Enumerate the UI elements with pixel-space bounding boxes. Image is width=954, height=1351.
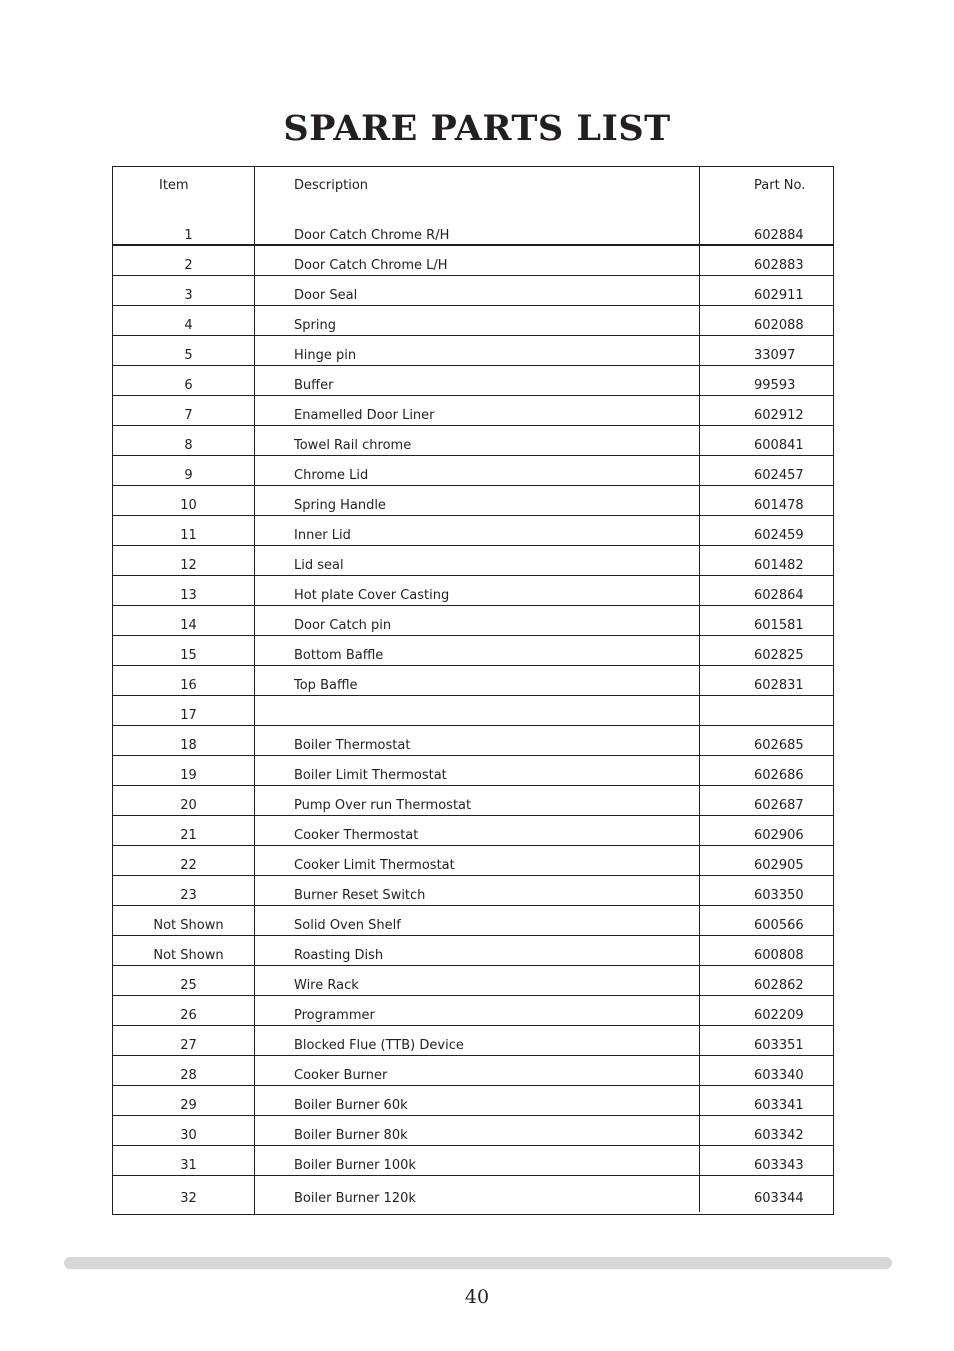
row-description-cell: Programmer [294, 1008, 375, 1023]
row-item-cell: 27 [180, 1038, 197, 1053]
row-part-no-cell: 601482 [754, 558, 804, 573]
row-description-cell: Boiler Limit Thermostat [294, 768, 447, 783]
header-item: Item [159, 178, 189, 193]
table-header-row [113, 167, 833, 207]
row-item-cell: 1 [184, 228, 193, 243]
table-row [113, 876, 833, 906]
row-part-no-cell: 602825 [754, 648, 804, 663]
row-item-cell: 4 [184, 318, 193, 333]
row-description-cell: Cooker Thermostat [294, 828, 419, 843]
row-part-no-cell: 601581 [754, 618, 804, 633]
row-description-cell: Inner Lid [294, 528, 351, 543]
row-item-cell: 14 [180, 618, 197, 633]
table-row [113, 816, 833, 846]
table-row [113, 1179, 833, 1209]
table-row [113, 1026, 833, 1056]
row-item-cell: 5 [184, 348, 193, 363]
table-row [113, 246, 833, 276]
table-row [113, 996, 833, 1026]
row-description-cell: Boiler Thermostat [294, 738, 411, 753]
row-item-cell: 8 [184, 438, 193, 453]
table-row [113, 306, 833, 336]
table-row [113, 456, 833, 486]
row-item-cell: 22 [180, 858, 197, 873]
table-row [113, 786, 833, 816]
row-part-no-cell: 602831 [754, 678, 804, 693]
row-part-no-cell: 602459 [754, 528, 804, 543]
row-description-cell: Cooker Burner [294, 1068, 388, 1083]
footer-bar [64, 1257, 892, 1269]
row-part-no-cell: 602906 [754, 828, 804, 843]
row-part-no-cell: 602862 [754, 978, 804, 993]
table-row [113, 606, 833, 636]
row-item-cell: 9 [184, 468, 193, 483]
table-row [113, 546, 833, 576]
row-item-cell: 31 [180, 1158, 197, 1173]
row-item-cell: Not Shown [153, 918, 224, 933]
row-description-cell: Towel Rail chrome [294, 438, 412, 453]
row-part-no-cell: 602911 [754, 288, 804, 303]
row-description-cell: Door Catch Chrome L/H [294, 258, 448, 273]
row-part-no-cell: 601478 [754, 498, 804, 513]
row-item-cell: 2 [184, 258, 193, 273]
row-item-cell: 17 [180, 708, 197, 723]
table-row [113, 426, 833, 456]
row-part-no-cell: 603350 [754, 888, 804, 903]
row-part-no-cell: 603340 [754, 1068, 804, 1083]
row-item-cell: 11 [180, 528, 197, 543]
row-description-cell: Burner Reset Switch [294, 888, 426, 903]
row-part-no-cell: 602883 [754, 258, 804, 273]
row-item-cell: 32 [180, 1191, 197, 1206]
row-part-no-cell: 602209 [754, 1008, 804, 1023]
row-description-cell: Bottom Baffle [294, 648, 384, 663]
row-description-cell: Boiler Burner 120k [294, 1191, 416, 1206]
row-item-cell: Not Shown [153, 948, 224, 963]
row-description-cell: Boiler Burner 100k [294, 1158, 416, 1173]
row-item-cell: 28 [180, 1068, 197, 1083]
row-description-cell: Roasting Dish [294, 948, 384, 963]
row-description-cell: Top Baffle [294, 678, 358, 693]
row-description-cell: Door Seal [294, 288, 358, 303]
table-row [113, 696, 833, 726]
spare-parts-table [112, 166, 834, 1215]
row-part-no-cell: 600566 [754, 918, 804, 933]
row-item-cell: 25 [180, 978, 197, 993]
row-description-cell: Hot plate Cover Casting [294, 588, 450, 603]
row-item-cell: 30 [180, 1128, 197, 1143]
row-description-cell: Pump Over run Thermostat [294, 798, 472, 813]
row-item-cell: 23 [180, 888, 197, 903]
table-row [113, 366, 833, 396]
table-row [113, 1146, 833, 1176]
table-row [113, 756, 833, 786]
row-description-cell: Lid seal [294, 558, 344, 573]
row-part-no-cell: 602457 [754, 468, 804, 483]
row-item-cell: 20 [180, 798, 197, 813]
table-row [113, 396, 833, 426]
row-item-cell: 16 [180, 678, 197, 693]
row-part-no-cell: 602905 [754, 858, 804, 873]
row-part-no-cell: 602685 [754, 738, 804, 753]
row-description-cell: Spring [294, 318, 336, 333]
row-part-no-cell: 603342 [754, 1128, 804, 1143]
row-description-cell: Blocked Flue (TTB) Device [294, 1038, 464, 1053]
table-row [113, 966, 833, 996]
header-part-no: Part No. [754, 178, 806, 193]
table-row [113, 726, 833, 756]
row-part-no-cell: 602912 [754, 408, 804, 423]
row-item-cell: 7 [184, 408, 193, 423]
table-row [113, 906, 833, 936]
row-description-cell: Chrome Lid [294, 468, 369, 483]
page-title: SPARE PARTS LIST [283, 108, 671, 149]
header-description: Description [294, 178, 369, 193]
row-item-cell: 29 [180, 1098, 197, 1113]
row-part-no-cell: 99593 [754, 378, 796, 393]
row-part-no-cell: 33097 [754, 348, 796, 363]
row-part-no-cell: 602088 [754, 318, 804, 333]
row-part-no-cell: 603343 [754, 1158, 804, 1173]
table-row [113, 1116, 833, 1146]
table-row [113, 1056, 833, 1086]
table-row [113, 516, 833, 546]
row-item-cell: 18 [180, 738, 197, 753]
row-part-no-cell: 602884 [754, 228, 804, 243]
row-description-cell: Solid Oven Shelf [294, 918, 401, 933]
table-row [113, 216, 833, 246]
row-description-cell: Hinge pin [294, 348, 357, 363]
row-item-cell: 6 [184, 378, 193, 393]
table-row [113, 576, 833, 606]
row-part-no-cell: 603344 [754, 1191, 804, 1206]
row-description-cell: Boiler Burner 60k [294, 1098, 408, 1113]
row-part-no-cell: 602686 [754, 768, 804, 783]
row-part-no-cell: 602864 [754, 588, 804, 603]
row-description-cell: Door Catch Chrome R/H [294, 228, 450, 243]
table-row [113, 846, 833, 876]
row-item-cell: 15 [180, 648, 197, 663]
row-description-cell: Wire Rack [294, 978, 359, 993]
table-row [113, 336, 833, 366]
row-item-cell: 21 [180, 828, 197, 843]
row-item-cell: 3 [184, 288, 193, 303]
table-row [113, 666, 833, 696]
table-row [113, 636, 833, 666]
row-description-cell: Boiler Burner 80k [294, 1128, 408, 1143]
row-part-no-cell: 600841 [754, 438, 804, 453]
row-item-cell: 13 [180, 588, 197, 603]
row-item-cell: 19 [180, 768, 197, 783]
row-item-cell: 12 [180, 558, 197, 573]
table-row [113, 1086, 833, 1116]
table-row [113, 276, 833, 306]
row-item-cell: 26 [180, 1008, 197, 1023]
table-row [113, 936, 833, 966]
row-part-no-cell: 603351 [754, 1038, 804, 1053]
row-description-cell: Enamelled Door Liner [294, 408, 435, 423]
row-description-cell: Spring Handle [294, 498, 386, 513]
row-description-cell: Door Catch pin [294, 618, 392, 633]
row-part-no-cell: 600808 [754, 948, 804, 963]
row-part-no-cell: 602687 [754, 798, 804, 813]
row-description-cell: Buffer [294, 378, 334, 393]
row-description-cell: Cooker Limit Thermostat [294, 858, 455, 873]
table-row [113, 486, 833, 516]
row-item-cell: 10 [180, 498, 197, 513]
row-divider [113, 1175, 833, 1176]
page-number: 40 [464, 1286, 490, 1308]
row-part-no-cell: 603341 [754, 1098, 804, 1113]
